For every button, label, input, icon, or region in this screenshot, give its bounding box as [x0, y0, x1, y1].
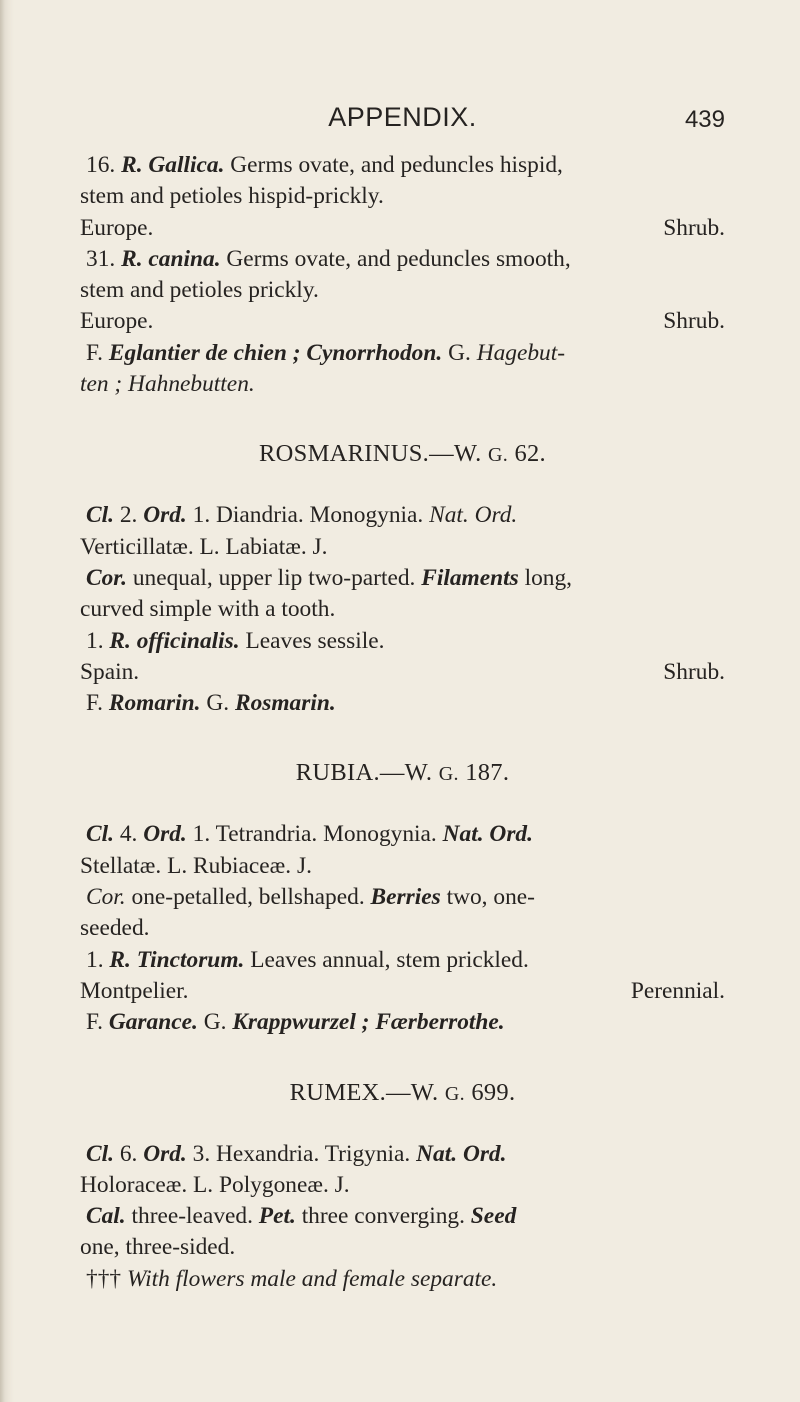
french-name: Eglantier de chien ; Cynorrhodon.	[108, 339, 443, 366]
rumex-class-line: Cl. 6. Ord. 3. Hexandria. Trigynia. Nat. Ord.	[86, 1140, 507, 1167]
rosmarinus-order-line: Verticillatæ. L. Labiatæ. J.	[80, 533, 328, 560]
rumex-note-line	[80, 1264, 725, 1295]
french-name: Garance.	[108, 1009, 198, 1036]
habit: Shrub.	[663, 214, 725, 241]
rosmarinus-species-line: 1. R. officinalis. Leaves sessile.	[86, 627, 385, 654]
rubia-corolla-line: Cor. one-petalled, bellshaped. Berries two, one-	[86, 884, 535, 911]
species-name: R. Tinctorum.	[109, 946, 245, 973]
entry-canina-line-1: 31. R. canina. Germs ovate, and peduncles smooth,	[86, 245, 571, 272]
rosmarinus-names: F. Romarin. G. Rosmarin.	[86, 690, 336, 717]
german-name: Krappwurzel ;	[232, 1009, 370, 1036]
habit: Shrub.	[663, 658, 725, 685]
entry-canina-names-2: ten ; Hahnebutten.	[80, 371, 255, 398]
german-name: Hagebut-	[476, 339, 566, 366]
page-header	[80, 102, 725, 142]
page-number: 439	[684, 106, 725, 133]
running-head: APPENDIX.	[328, 102, 477, 132]
entry-canina-names: F. Eglantier de chien ; Cynorrhodon. G. Hagebut-	[86, 339, 566, 366]
dagger-marks: †††	[86, 1265, 122, 1292]
rumex-calyx-line: Cal. three-leaved. Pet. three converging. Seed	[86, 1203, 517, 1230]
species-name: R. canina.	[121, 245, 221, 272]
genus-heading-rubia: RUBIA.—W. G. 187.	[295, 759, 510, 787]
genus-heading-rosmarinus: ROSMARINUS.—W. G. 62.	[259, 440, 546, 468]
habit: Perennial.	[630, 977, 725, 1004]
rosmarinus-habitat	[80, 657, 725, 688]
habit: Shrub.	[663, 308, 725, 335]
rubia-desc-line: seeded.	[80, 915, 150, 942]
french-name: Romarin.	[108, 690, 201, 717]
rubia-order-line: Stellatæ. L. Rubiaceæ. J.	[80, 852, 312, 879]
rubia-species-line: 1. R. Tinctorum. Leaves annual, stem prickled.	[86, 946, 529, 973]
entry-gallica-habitat	[80, 213, 725, 244]
locality: Europe.	[80, 214, 154, 241]
species-name: R. Gallica.	[121, 152, 225, 178]
entry-canina-line-2: stem and petioles prickly.	[80, 277, 319, 304]
rosmarinus-class-line: Cl. 2. Ord. 1. Diandria. Monogynia. Nat. Ord.	[86, 502, 518, 529]
locality: Europe.	[80, 308, 154, 335]
locality: Montpelier.	[80, 977, 189, 1004]
german-name: Rosmarin.	[234, 690, 336, 717]
german-name-2: Færberrothe.	[375, 1009, 505, 1036]
page-binding-edge	[0, 0, 14, 1402]
entry-gallica-line-1: 16. R. Gallica. Germs ovate, and peduncles hispid,	[86, 152, 563, 178]
genus-heading-rumex: RUMEX.—W. G. 699.	[289, 1078, 516, 1106]
species-name: R. officinalis.	[109, 627, 240, 654]
rumex-order-line: Holoraceæ. L. Polygoneæ. J.	[80, 1171, 350, 1198]
rosmarinus-desc-line: curved simple with a tooth.	[80, 596, 336, 623]
rubia-class-line: Cl. 4. Ord. 1. Tetrandria. Monogynia. Nat. Ord.	[86, 821, 533, 848]
book-page	[80, 102, 725, 1295]
page-content	[80, 150, 725, 1295]
rubia-names: F. Garance. G. Krappwurzel ; Færberrothe.	[86, 1009, 505, 1036]
rumex-desc-line: one, three-sided.	[80, 1234, 236, 1261]
entry-gallica-line-2: stem and petioles hispid-prickly.	[80, 183, 384, 210]
section-note: With flowers male and female separate.	[126, 1265, 498, 1292]
entry-canina-habitat	[80, 306, 725, 337]
locality: Spain.	[80, 658, 140, 685]
rosmarinus-corolla-line: Cor. unequal, upper lip two-parted. Filaments long,	[86, 564, 573, 591]
rubia-habitat	[80, 976, 725, 1007]
